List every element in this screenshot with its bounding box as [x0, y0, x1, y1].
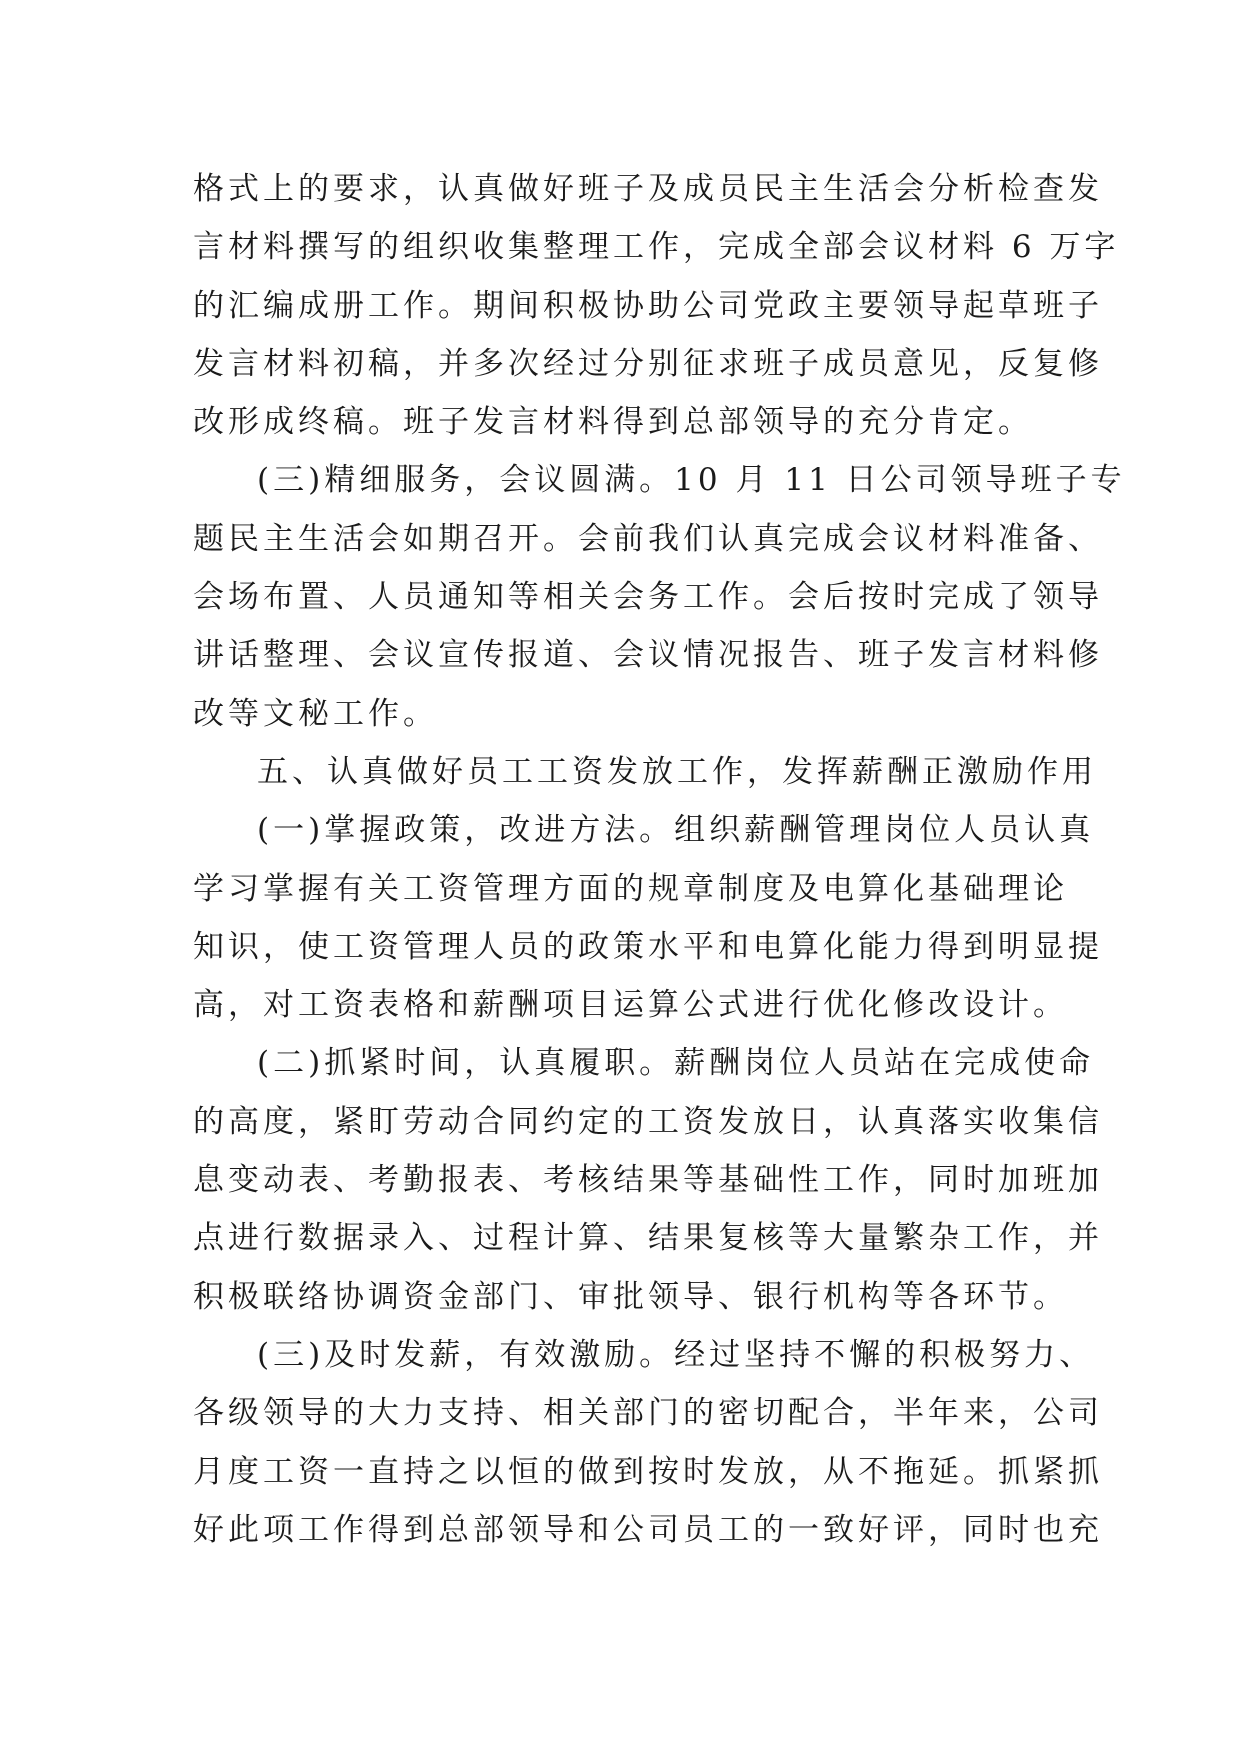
section-heading: 五、认真做好员工工资发放工作，发挥薪酬正激励作用 [257, 753, 1097, 790]
paragraph-start-line: (三)精细服务，会议圆满。10 月 11 日公司领导班子专 [257, 462, 1126, 499]
text-line: 题民主生活会如期召开。会前我们认真完成会议材料准备、 [193, 520, 1103, 557]
text-line: 各级领导的大力支持、相关部门的密切配合，半年来，公司 [193, 1395, 1103, 1432]
text-line: 积极联络协调资金部门、审批领导、银行机构等各环节。 [193, 1278, 1068, 1315]
text-line: 好此项工作得到总部领导和公司员工的一致好评，同时也充 [193, 1511, 1103, 1548]
text-line: 言材料撰写的组织收集整理工作，完成全部会议材料 6 万字 [193, 229, 1120, 266]
text-line: 月度工资一直持之以恒的做到按时发放，从不拖延。抓紧抓 [193, 1453, 1103, 1490]
text-line: 点进行数据录入、过程计算、结果复核等大量繁杂工作，并 [193, 1220, 1103, 1257]
text-line: 会场布置、人员通知等相关会务工作。会后按时完成了领导 [193, 579, 1103, 616]
text-line: 的汇编成册工作。期间积极协助公司党政主要领导起草班子 [193, 287, 1103, 324]
text-line: 息变动表、考勤报表、考核结果等基础性工作，同时加班加 [193, 1162, 1103, 1199]
text-line: 知识，使工资管理人员的政策水平和电算化能力得到明显提 [193, 928, 1103, 965]
text-line: 学习掌握有关工资管理方面的规章制度及电算化基础理论 [193, 870, 1068, 907]
paragraph-start-line: (二)抓紧时间，认真履职。薪酬岗位人员站在完成使命 [257, 1045, 1095, 1082]
document-body [193, 160, 1126, 1559]
text-line: 的高度，紧盯劳动合同约定的工资发放日，认真落实收集信 [193, 1103, 1103, 1140]
text-line: 高，对工资表格和薪酬项目运算公式进行优化修改设计。 [193, 987, 1068, 1024]
text-line: 发言材料初稿，并多次经过分别征求班子成员意见，反复修 [193, 345, 1103, 382]
paragraph-start-line: (三)及时发薪，有效激励。经过坚持不懈的积极努力、 [257, 1336, 1095, 1373]
text-line: 格式上的要求，认真做好班子及成员民主生活会分析检查发 [193, 171, 1103, 207]
text-line: 改等文秘工作。 [193, 695, 438, 732]
text-line: 改形成终稿。班子发言材料得到总部领导的充分肯定。 [193, 404, 1033, 441]
paragraph-start-line: (一)掌握政策，改进方法。组织薪酬管理岗位人员认真 [257, 812, 1095, 849]
text-line: 讲话整理、会议宣传报道、会议情况报告、班子发言材料修 [193, 637, 1103, 674]
